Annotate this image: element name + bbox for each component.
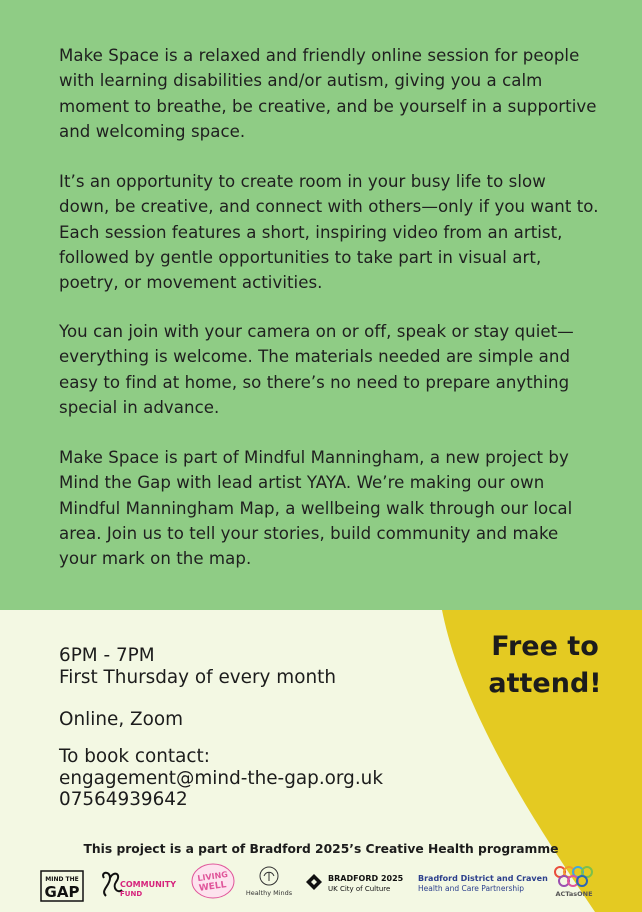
footer-programme-title: This project is a part of Bradford 2025’s Creative Health programme [83,842,559,856]
partner-logos-strip [0,862,642,902]
paragraph-4: Make Space is part of Mindful Manningham, a new project by Mind the Gap with lead artist YAYA. We’re making our own Mindful Manningham Map, a wellbeing walk through our local area. Join us to tell your stories, build community and make your mark on the map. [59,448,573,569]
event-schedule: First Thursday of every month [59,666,336,688]
healthy-minds-logo [242,864,296,900]
mind-the-gap-logo [40,870,84,902]
bradford-2025-logo [304,870,410,900]
living-well-logo [190,862,236,900]
svg-text:Bradford District and Craven: Bradford District and Craven [418,874,548,883]
badge-line-1: Free to [491,631,599,662]
paragraph-3: You can join with your camera on or off, speak or stay quiet—everything is welcome. The materials needed are simple and easy to find at home, so there’s no need to prepare anything special in advance. [59,322,574,417]
svg-text:MIND THE: MIND THE [45,876,79,883]
community-fund-logo [96,868,178,902]
event-time-block [59,645,336,688]
paragraph-1: Make Space is a relaxed and friendly online session for people with learning disabilities and/or autism, giving you a calm moment to breathe, be creative, and be yourself in a supportive and welcoming space. [59,46,597,141]
svg-text:GAP: GAP [44,883,80,901]
free-to-attend-badge [470,628,620,702]
event-time: 6PM - 7PM [59,645,155,666]
svg-text:WELL: WELL [198,880,228,894]
svg-text:Health and Care Partnership: Health and Care Partnership [418,884,525,893]
svg-text:BRADFORD 2025: BRADFORD 2025 [328,874,404,883]
svg-text:ACTasONE: ACTasONE [555,890,593,898]
svg-text:COMMUNITY: COMMUNITY [120,880,177,889]
svg-text:UK City of Culture: UK City of Culture [328,885,391,893]
event-location: Online, Zoom [59,709,184,730]
paragraph-2: It’s an opportunity to create room in your busy life to slow down, be creative, and connect with others—only if you want to. Each session features a short, inspiring video from an artist, followed by gentle opportunities to take part in visual art, poetry, or movement activities. [59,172,599,293]
head-icon [264,872,274,881]
bradford-craven-partnership-logo [416,870,548,900]
svg-text:LIVING: LIVING [196,869,229,884]
booking-label: To book contact: [59,746,210,767]
acts-as-one-logo [550,862,602,900]
booking-email-link[interactable]: engagement@mind-the-gap.org.uk [59,767,383,789]
svg-text:Healthy Minds: Healthy Minds [245,889,293,897]
svg-text:FUND: FUND [120,890,143,898]
booking-block [59,746,383,811]
booking-phone[interactable]: 07564939642 [59,789,188,810]
event-location-block [59,709,183,731]
badge-line-2: attend! [488,668,602,699]
